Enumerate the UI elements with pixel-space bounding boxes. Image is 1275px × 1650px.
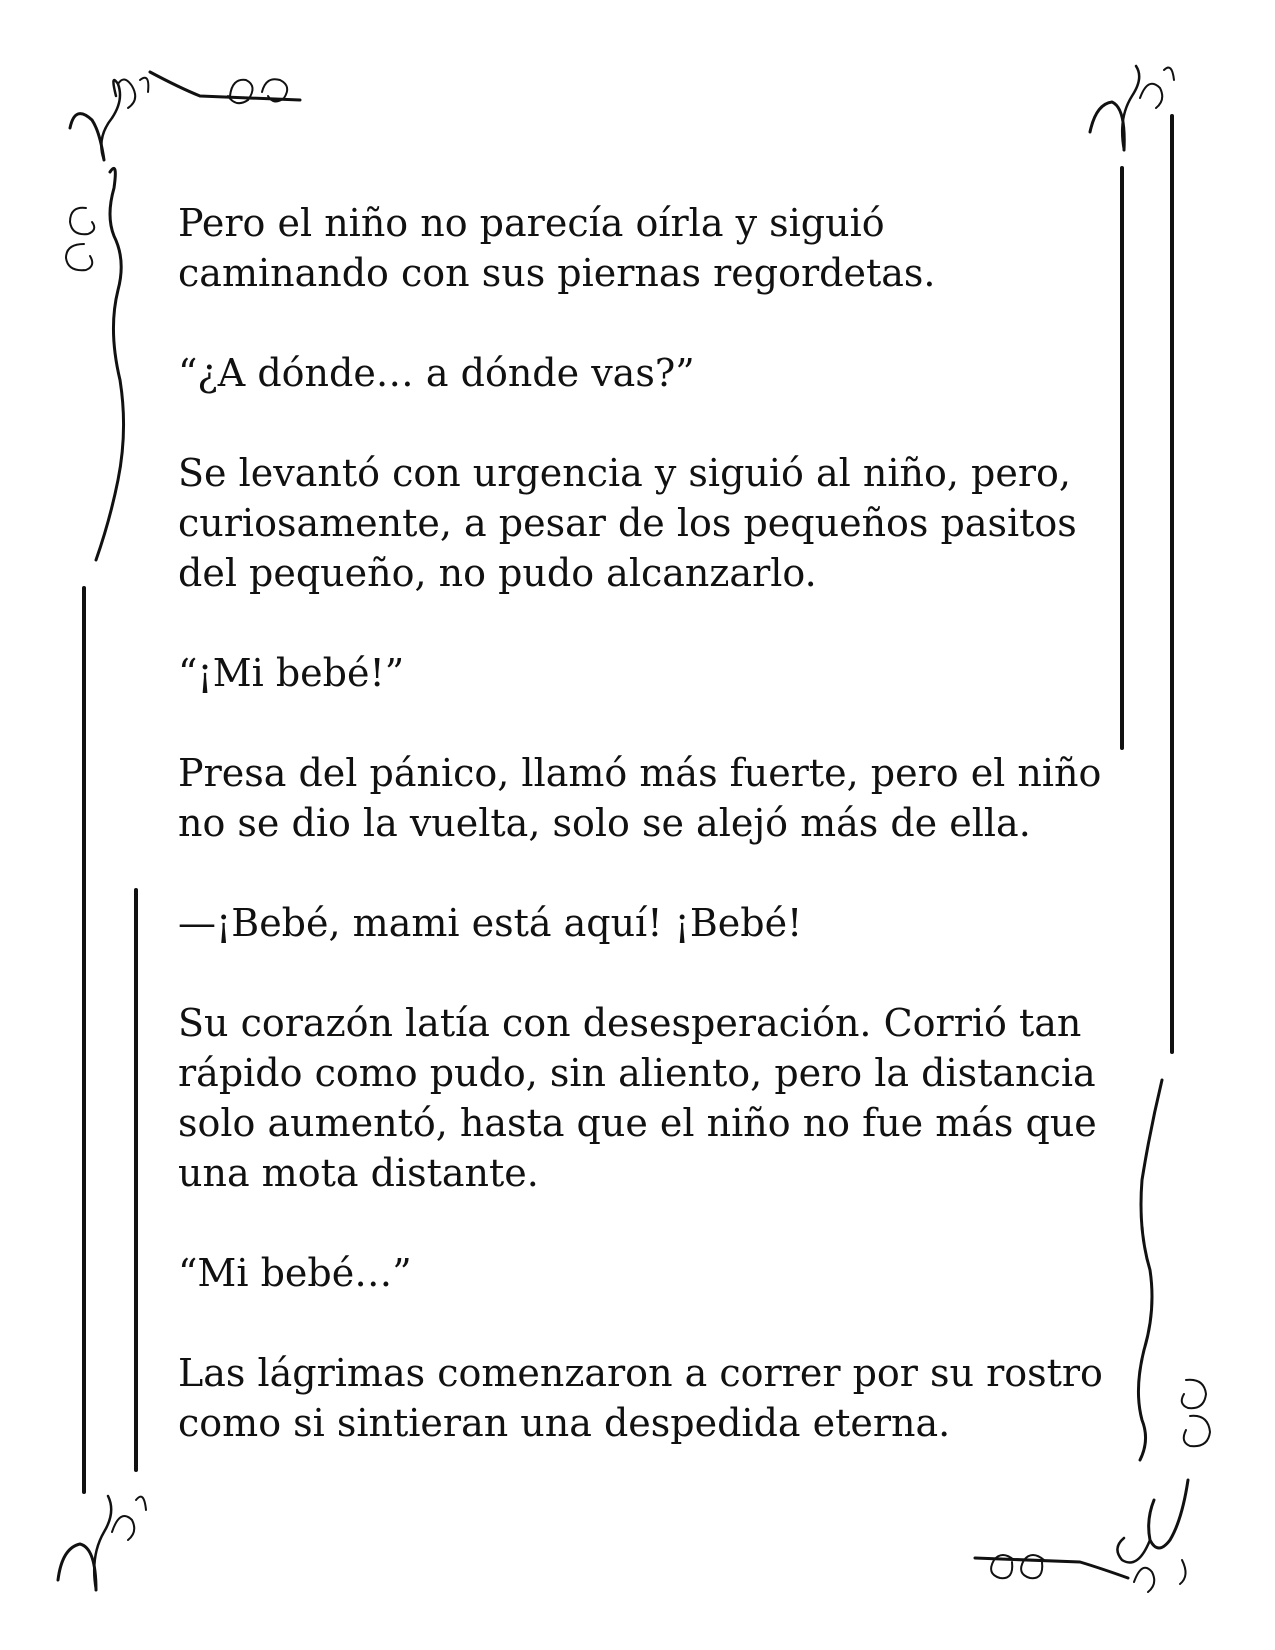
paragraph: “¿A dónde… a dónde vas?”: [178, 351, 695, 395]
paragraph: —¡Bebé, mami está aquí! ¡Bebé!: [178, 901, 803, 945]
paragraph: Se levantó con urgencia y siguió al niño, pero, curiosamente, a pesar de los pequeños pasitos del pequeño, no pudo alcanzarlo.: [178, 451, 1077, 595]
top-right-flourish: [1090, 66, 1174, 150]
paragraph: Pero el niño no parecía oírla y siguió caminando con sus piernas regordetas.: [178, 201, 936, 295]
paragraph: Las lágrimas comenzaron a correr por su rostro como si sintieran una despedida eterna.: [178, 1351, 1103, 1445]
paragraph: Su corazón latía con desesperación. Corrió tan rápido como pudo, sin aliento, pero la distancia solo aumentó, hasta que el niño no fue más que una mota distante.: [178, 1001, 1097, 1195]
bottom-left-flourish: [58, 1496, 146, 1590]
paragraph: Presa del pánico, llamó más fuerte, pero el niño no se dio la vuelta, solo se alejó más de ella.: [178, 751, 1102, 845]
story-text: [178, 198, 1108, 1448]
paragraph: “Mi bebé…”: [178, 1251, 412, 1295]
paragraph: “¡Mi bebé!”: [178, 651, 405, 695]
